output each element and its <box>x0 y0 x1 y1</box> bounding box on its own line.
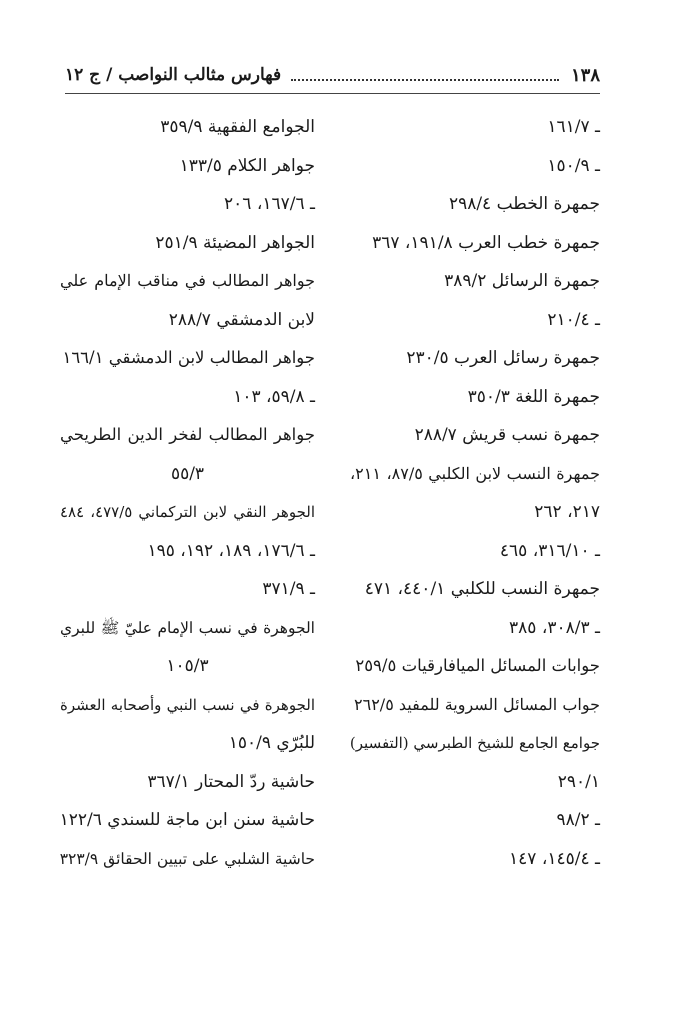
index-entry: ـ ٣١٦/١٠، ٤٦٥ <box>499 540 600 561</box>
index-entry: ـ ١٦١/٧ <box>547 117 600 137</box>
index-entry: جمهرة نسب قريش ٢٨٨/٧ <box>414 425 600 445</box>
index-entry: ـ ٢١٠/٤ <box>547 309 600 330</box>
right-index-column <box>350 108 600 878</box>
index-entry: ـ ١٤٥/٤، ١٤٧ <box>509 848 600 869</box>
index-entry: حاشية الشلبي على تبيين الحقائق ٣٢٣/٩ <box>59 849 315 868</box>
index-entry: جمهرة الرسائل ٣٨٩/٢ <box>444 271 600 291</box>
header-leader-dots <box>291 77 559 81</box>
index-entry: ـ ٣٠٨/٣، ٣٨٥ <box>509 617 600 638</box>
index-entry: جوابات المسائل الميافارقيات ٢٥٩/٥ <box>355 656 600 675</box>
index-entry: ٢١٧، ٢٦٢ <box>534 502 600 522</box>
index-entry: جواهر المطالب لفخر الدين الطريحي <box>60 425 315 444</box>
index-entry: الجوهر النقي لابن التركماني ٤٧٧/٥، ٤٨٤ <box>60 503 315 521</box>
index-entry: جمهرة اللغة ٣٥٠/٣ <box>467 386 600 407</box>
index-entry: جواهر المطالب لابن الدمشقي ١٦٦/١ <box>62 348 315 367</box>
index-entry: لابن الدمشقي ٢٨٨/٧ <box>168 309 315 330</box>
header-rule <box>65 93 600 94</box>
index-entry: ـ ١٦٧/٦، ٢٠٦ <box>224 194 315 214</box>
index-entry: ـ ٩٨/٢ <box>556 810 600 830</box>
index-entry: الجوهرة في نسب الإمام عليّ ﷺ للبري <box>60 618 315 637</box>
index-entry: ـ ٣٧١/٩ <box>262 579 315 599</box>
page-number: ١٣٨ <box>570 64 600 86</box>
index-entry: جمهرة رسائل العرب ٢٣٠/٥ <box>406 348 600 368</box>
left-index-column <box>60 108 315 878</box>
index-entry: ٥٥/٣ <box>170 463 205 484</box>
index-entry: ـ ١٥٠/٩ <box>547 155 600 176</box>
index-entry: جمهرة الخطب ٢٩٨/٤ <box>448 194 600 214</box>
index-entry: جمهرة النسب لابن الكلبي ٨٧/٥، ٢١١، <box>350 463 601 483</box>
running-header <box>65 60 600 90</box>
index-entry: ١٠٥/٣ <box>166 656 209 676</box>
index-entry: الجوهرة في نسب النبي وأصحابه العشرة <box>60 695 315 714</box>
index-entry: للبُرّي ١٥٠/٩ <box>228 733 315 753</box>
index-entry: جواهر الكلام ١٣٣/٥ <box>179 155 315 176</box>
index-entry: جواهر المطالب في مناقب الإمام علي <box>60 271 315 290</box>
index-entry: ـ ١٧٦/٦، ١٨٩، ١٩٢، ١٩٥ <box>147 540 315 561</box>
index-entry: جمهرة النسب للكلبي ٤٤٠/١، ٤٧١ <box>364 579 600 599</box>
index-entry: حاشية سنن ابن ماجة للسندي ١٢٢/٦ <box>59 810 315 830</box>
index-entry: ٢٩٠/١ <box>557 771 600 792</box>
index-entry: جواب المسائل السروية للمفيد ٢٦٢/٥ <box>354 694 600 714</box>
index-entry: جوامع الجامع للشيخ الطبرسي (التفسير) <box>349 734 600 752</box>
index-entry: حاشية ردّ المحتار ٣٦٧/١ <box>147 771 315 792</box>
index-entry: الجوامع الفقهية ٣٥٩/٩ <box>160 117 315 137</box>
running-title: فهارس مثالب النواصب / ج ١٢ <box>65 65 282 85</box>
index-entry: ـ ٥٩/٨، ١٠٣ <box>233 386 315 407</box>
index-entry: الجواهر المضيئة ٢٥١/٩ <box>155 232 315 253</box>
index-entry: جمهرة خطب العرب ١٩١/٨، ٣٦٧ <box>372 232 600 253</box>
